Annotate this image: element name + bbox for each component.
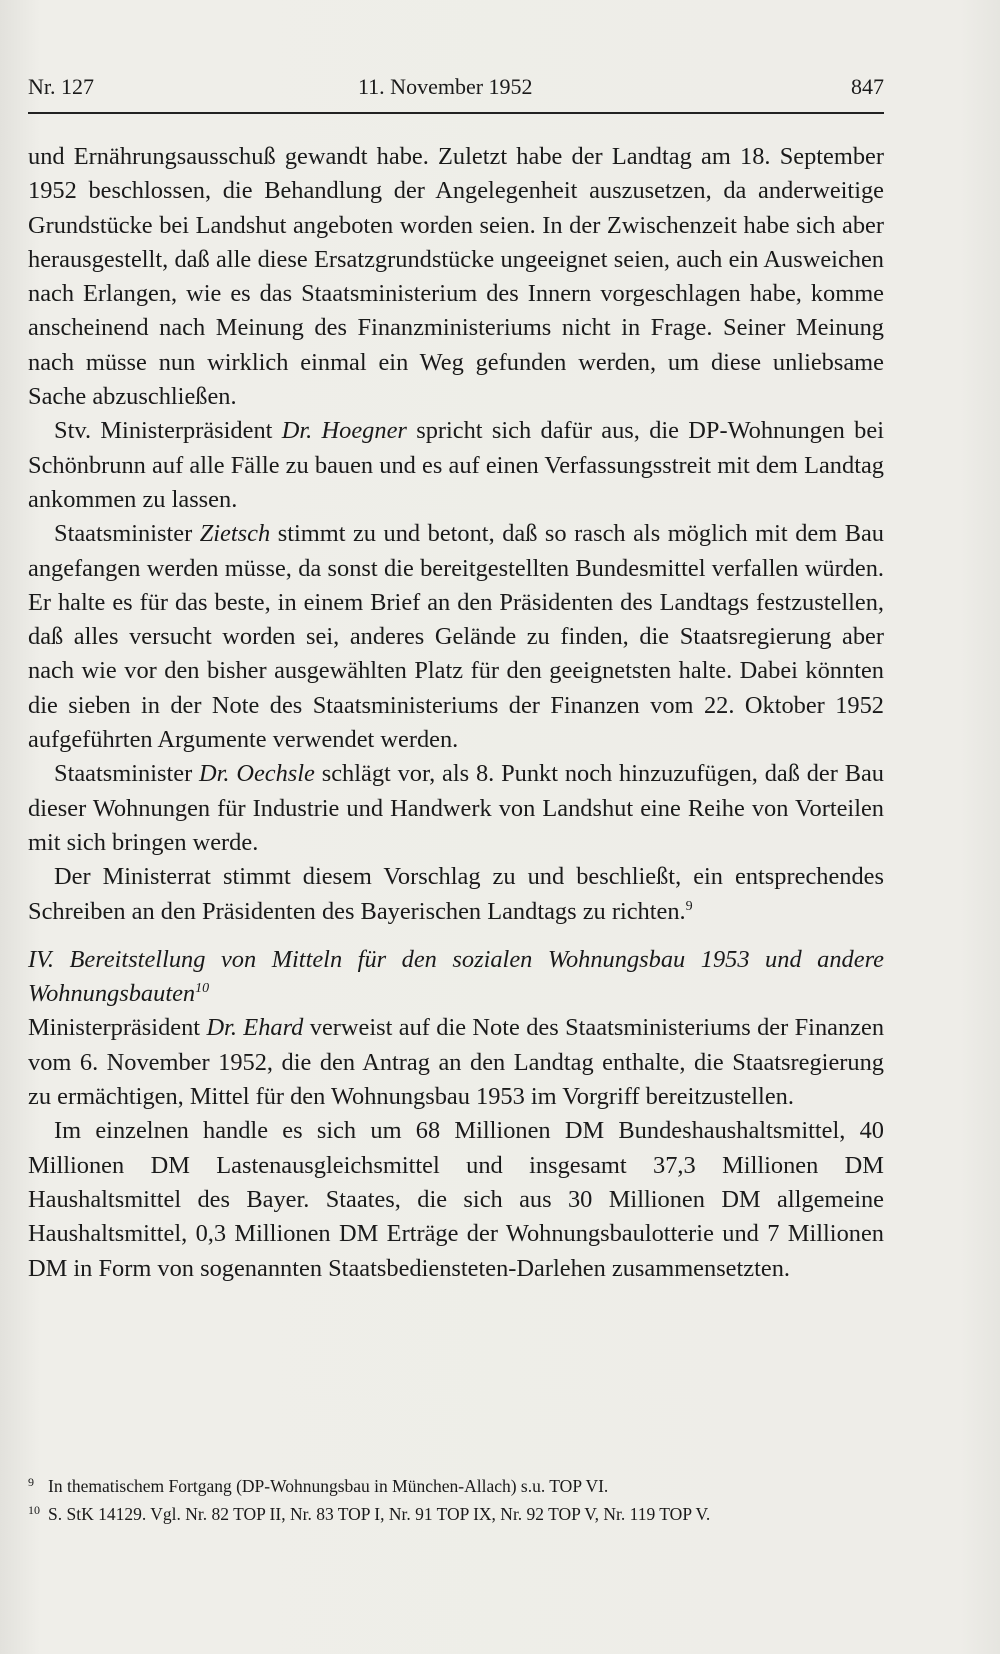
speaker-name: Dr. Oechsle (199, 760, 315, 788)
paragraph-lead: Staatsminister (54, 520, 200, 548)
running-header (28, 74, 884, 108)
footnote-ref: 9 (685, 898, 693, 914)
paragraph (28, 1011, 884, 1114)
body-text (28, 140, 884, 1286)
paragraph-lead: Staatsminister (54, 760, 200, 788)
paragraph-lead: Ministerpräsident (28, 1014, 207, 1042)
speaker-name: Dr. Hoegner (281, 417, 407, 445)
document-date: 11. November 1952 (358, 74, 533, 99)
footnote-ref: 10 (195, 981, 210, 996)
footnote-number: 9 (28, 1475, 34, 1489)
paragraph-rest: verweist auf die Note des Staatsministeriums der Finanzen vom 6. November 1952, die den Antrag an den Landtag enthalte, die Staatsregierung zu ermächtigen, Mittel für den Wohnungsbau 1953 im Vorgriff bereitzustellen. (28, 1014, 885, 1111)
paragraph-rest: stimmt zu und betont, daß so rasch als möglich mit dem Bau angefangen werden müsse, da sonst die bereitgestellten Bundesmittel verfallen würden. Er halte es für das beste, in einem Brief an den Präsidenten des Landtags festzustellen, daß alles versucht worden sei, anderes Gelände zu finden, die Staatsregierung aber nach wie vor den bisher ausgewählten Platz für den geeignetsten halte. Dabei könnten die sieben in der Note des Staatsministeriums der Finanzen vom 22. Oktober 1952 aufgeführten Argumente verwendet werden. (28, 520, 885, 754)
paragraph (28, 517, 884, 757)
speaker-name: Dr. Ehard (206, 1014, 304, 1042)
section-title: IV. Bereitstellung von Mitteln für den sozialen Wohnungsbau 1953 und andere Wohnungsbauten (28, 945, 884, 1008)
paragraph: und Ernährungsausschuß gewandt habe. Zuletzt habe der Landtag am 18. September 1952 beschlossen, die Behandlung der Angelegenheit auszusetzen, da anderweitige Grundstücke bei Landshut angeboten worden seien. In der Zwischenzeit habe sich aber herausgestellt, daß alle diese Ersatzgrundstücke ungeeignet seien, auch ein Ausweichen nach Erlangen, wie es das Staatsministerium des Innern vorgeschlagen habe, komme anscheinend nach Meinung des Finanzministeriums nicht in Frage. Seiner Meinung nach müsse nun wirklich einmal ein Weg gefunden werden, um diese unliebsame Sache abzuschließen. (28, 143, 884, 411)
section-heading (28, 943, 884, 1012)
footnote-text: In thematischem Fortgang (DP-Wohnungsbau in München-Allach) s.u. TOP VI. (48, 1476, 609, 1496)
speaker-name: Zietsch (199, 520, 271, 548)
document-number: Nr. 127 (28, 74, 94, 99)
footnotes (28, 1472, 884, 1528)
page-number: 847 (851, 74, 884, 99)
paragraph (28, 757, 884, 860)
paragraph: Im einzelnen handle es sich um 68 Millionen DM Bundeshaushaltsmittel, 40 Millionen DM Lastenausgleichsmittel und insgesamt 37,3 Millionen DM Haushaltsmittel des Bayer. Staates, die sich aus 30 Millionen DM allgemeine Haushaltsmittel, 0,3 Millionen DM Erträge der Wohnungsbaulotterie und 7 Millionen DM in Form von sogenannten Staatsbediensteten-Darlehen zusammensetzten. (28, 1117, 884, 1282)
paragraph-rest: spricht sich dafür aus, die DP-Wohnungen bei Schönbrunn auf alle Fälle zu bauen und es auf einen Verfassungsstreit mit dem Landtag ankommen zu lassen. (28, 417, 884, 513)
paragraph-text: Der Ministerrat stimmt diesem Vorschlag zu und beschließt, ein entsprechendes Schreiben an den Präsidenten des Bayerischen Landtags zu richten. (28, 863, 884, 925)
footnote (28, 1500, 884, 1528)
paragraph (28, 860, 884, 929)
footnote (28, 1472, 884, 1500)
paragraph-lead: Stv. Ministerpräsident (54, 417, 282, 445)
paragraph (28, 414, 884, 517)
footnote-text: S. StK 14129. Vgl. Nr. 82 TOP II, Nr. 83 TOP I, Nr. 91 TOP IX, Nr. 92 TOP V, Nr. 119 TOP V. (48, 1504, 711, 1524)
footnote-number: 10 (28, 1503, 40, 1517)
paragraph-rest: schlägt vor, als 8. Punkt noch hinzuzufügen, daß der Bau dieser Wohnungen für Industrie und Handwerk von Landshut eine Reihe von Vorteilen mit sich bringen werde. (28, 760, 884, 856)
header-rule (28, 112, 884, 114)
